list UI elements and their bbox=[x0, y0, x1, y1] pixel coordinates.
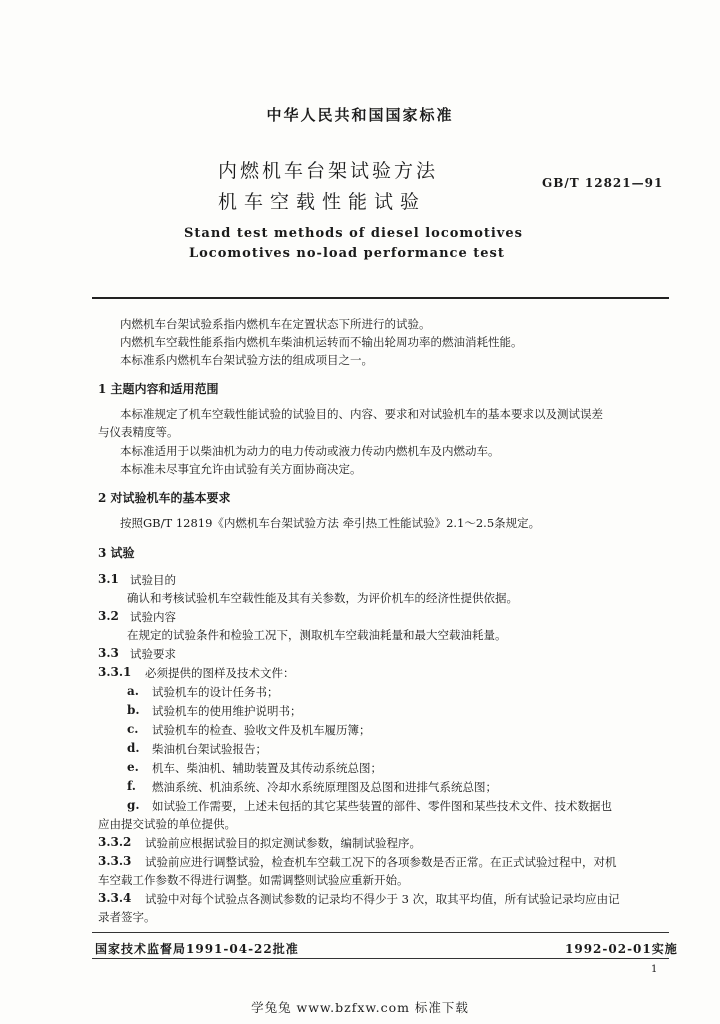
title-english-line1: Stand test methods of diesel locomotives bbox=[184, 226, 523, 241]
section-3-heading: 3 试验 bbox=[98, 546, 135, 560]
issuing-authority: 中华人民共和国国家标准 bbox=[266, 106, 454, 124]
paragraph: 在规定的试验条件和检验工况下，测取机车空载油耗量和最大空载油耗量。 bbox=[127, 628, 507, 642]
clause-title: 试验要求 bbox=[130, 647, 176, 661]
clause-number: 3.3.2 bbox=[98, 835, 132, 849]
list-item-letter: g. bbox=[127, 798, 140, 812]
footer-divider-bottom bbox=[92, 958, 669, 959]
page-number: 1 bbox=[651, 964, 658, 975]
paragraph: 与仪表精度等。 bbox=[98, 425, 179, 439]
clause-number: 3.1 bbox=[98, 572, 119, 586]
clause-number: 3.3.4 bbox=[98, 891, 132, 905]
list-item-continuation: 应由提交试验的单位提供。 bbox=[98, 817, 236, 831]
title-english-line2: Locomotives no-load performance test bbox=[189, 246, 505, 261]
list-item-letter: b. bbox=[127, 703, 140, 717]
clause-number: 3.2 bbox=[98, 609, 119, 623]
list-item-letter: e. bbox=[127, 760, 139, 774]
paragraph: 本标准未尽事宜允许由试验有关方面协商决定。 bbox=[120, 462, 362, 476]
title-chinese-line2: 机车空载性能试验 bbox=[218, 191, 427, 213]
paragraph: 车空载工作参数不得进行调整。如需调整则试验应重新开始。 bbox=[98, 873, 409, 887]
list-item-letter: c. bbox=[127, 722, 139, 736]
list-item: 柴油机台架试验报告； bbox=[152, 742, 267, 756]
section-2-heading: 2 对试验机车的基本要求 bbox=[98, 491, 231, 505]
paragraph: 确认和考核试验机车空载性能及其有关参数，为评价机车的经济性提供依据。 bbox=[127, 591, 518, 605]
paragraph: 按照GB/T 12819《内燃机车台架试验方法 牵引热工性能试验》2.1～2.5条规定。 bbox=[120, 516, 541, 530]
clause-title: 试验内容 bbox=[130, 610, 176, 624]
list-item-letter: d. bbox=[127, 741, 140, 755]
intro-line: 本标准系内燃机车台架试验方法的组成项目之一。 bbox=[120, 353, 373, 367]
standard-number: GB/T 12821—91 bbox=[542, 176, 664, 190]
intro-line: 内燃机车台架试验系指内燃机车在定置状态下所进行的试验。 bbox=[120, 317, 431, 331]
clause-title: 试验目的 bbox=[130, 573, 176, 587]
paragraph: 本标准适用于以柴油机为动力的电力传动或液力传动内燃机车及内燃动车。 bbox=[120, 444, 500, 458]
paragraph: 试验前应根据试验目的拟定测试参数，编制试验程序。 bbox=[145, 836, 421, 850]
clause-title: 必须提供的图样及技术文件： bbox=[145, 666, 295, 680]
clause-number: 3.3 bbox=[98, 646, 119, 660]
list-item: 试验机车的使用维护说明书； bbox=[152, 704, 302, 718]
list-item: 试验机车的设计任务书； bbox=[152, 685, 279, 699]
effective-date: 1992-02-01实施 bbox=[565, 942, 678, 956]
paragraph: 本标准规定了机车空载性能试验的试验目的、内容、要求和对试验机车的基本要求以及测试误差 bbox=[120, 407, 603, 421]
paragraph: 试验中对每个试验点各测试参数的记录均不得少于 3 次，取其平均值，所有试验记录均应由记 bbox=[145, 892, 620, 906]
list-item: 如试验工作需要，上述未包括的其它某些装置的部件、零件图和某些技术文件、技术数据也 bbox=[152, 799, 612, 813]
list-item: 试验机车的检查、验收文件及机车履历簿； bbox=[152, 723, 371, 737]
footer-divider bbox=[92, 932, 669, 933]
paragraph: 录者签字。 bbox=[98, 910, 156, 924]
approval-date: 国家技术监督局1991-04-22批准 bbox=[95, 942, 299, 956]
list-item: 燃油系统、机油系统、冷却水系统原理图及总图和进排气系统总图； bbox=[152, 780, 497, 794]
intro-line: 内燃机车空载性能系指内燃机车柴油机运转而不输出轮周功率的燃油消耗性能。 bbox=[120, 335, 523, 349]
section-1-heading: 1 主题内容和适用范围 bbox=[98, 382, 219, 396]
list-item-letter: a. bbox=[127, 684, 139, 698]
list-item: 机车、柴油机、辅助装置及其传动系统总图； bbox=[152, 761, 382, 775]
title-chinese-line1: 内燃机车台架试验方法 bbox=[218, 160, 439, 182]
clause-number: 3.3.3 bbox=[98, 854, 132, 868]
watermark-text: 学兔兔 www.bzfxw.com 标准下载 bbox=[251, 1000, 469, 1015]
list-item-letter: f. bbox=[127, 779, 136, 793]
paragraph: 试验前应进行调整试验，检查机车空载工况下的各项参数是否正常。在正式试验过程中，对机 bbox=[145, 855, 617, 869]
clause-number: 3.3.1 bbox=[98, 665, 132, 679]
header-divider bbox=[92, 297, 669, 299]
